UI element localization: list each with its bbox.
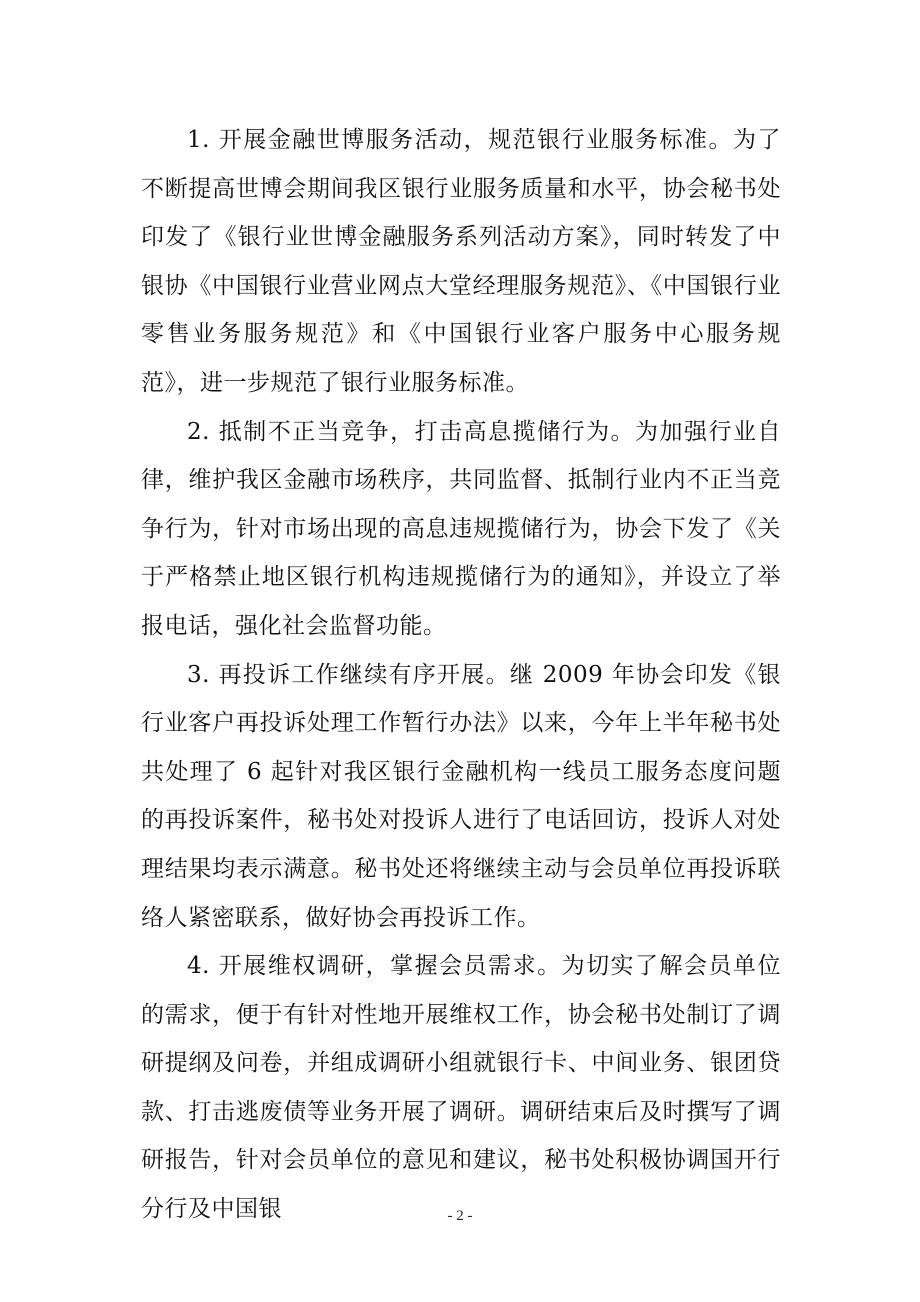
page-number: - 2 -: [447, 1208, 473, 1224]
paragraph-3: 3. 再投诉工作继续有序开展。继 2009 年协会印发《银行业客户再投诉处理工作暂行办法》以来，今年上半年秘书处共处理了 6 起针对我区银行金融机构一线员工服务态度问题的再投诉案件，秘书处对投诉人进行了电话回访，投诉人对处理结果均表示满意。秘书处还将继续主动与会员单位再投诉联络人紧密联系，做好协会再投诉工作。: [141, 661, 781, 931]
paragraph-1: 1. 开展金融世博服务活动，规范银行业服务标准。为了不断提高世博会期间我区银行业服务质量和水平，协会秘书处印发了《银行业世博金融服务系列活动方案》，同时转发了中银协《中国银行业营业网点大堂经理服务规范》、《中国银行业零售业务服务规范》和《中国银行业客户服务中心服务规范》，进一步规范了银行业服务标准。: [141, 127, 781, 396]
paragraph-4: 4. 开展维权调研，掌握会员需求。为切实了解会员单位的需求，便于有针对性地开展维权工作，协会秘书处制订了调研提纲及问卷，并组成调研小组就银行卡、中间业务、银团贷款、打击逃废债等业务开展了调研。调研结束后及时撰写了调研报告，针对会员单位的意见和建议，秘书处积极协调国开行分行及中国银: [141, 953, 781, 1223]
paragraph-2: 2. 抵制不正当竞争，打击高息揽储行为。为加强行业自律，维护我区金融市场秩序，共同监督、抵制行业内不正当竞争行为，针对市场出现的高息违规揽储行为，协会下发了《关于严格禁止地区银行机构违规揽储行为的通知》，并设立了举报电话，强化社会监督功能。: [141, 418, 781, 639]
document-body: [141, 116, 781, 1234]
